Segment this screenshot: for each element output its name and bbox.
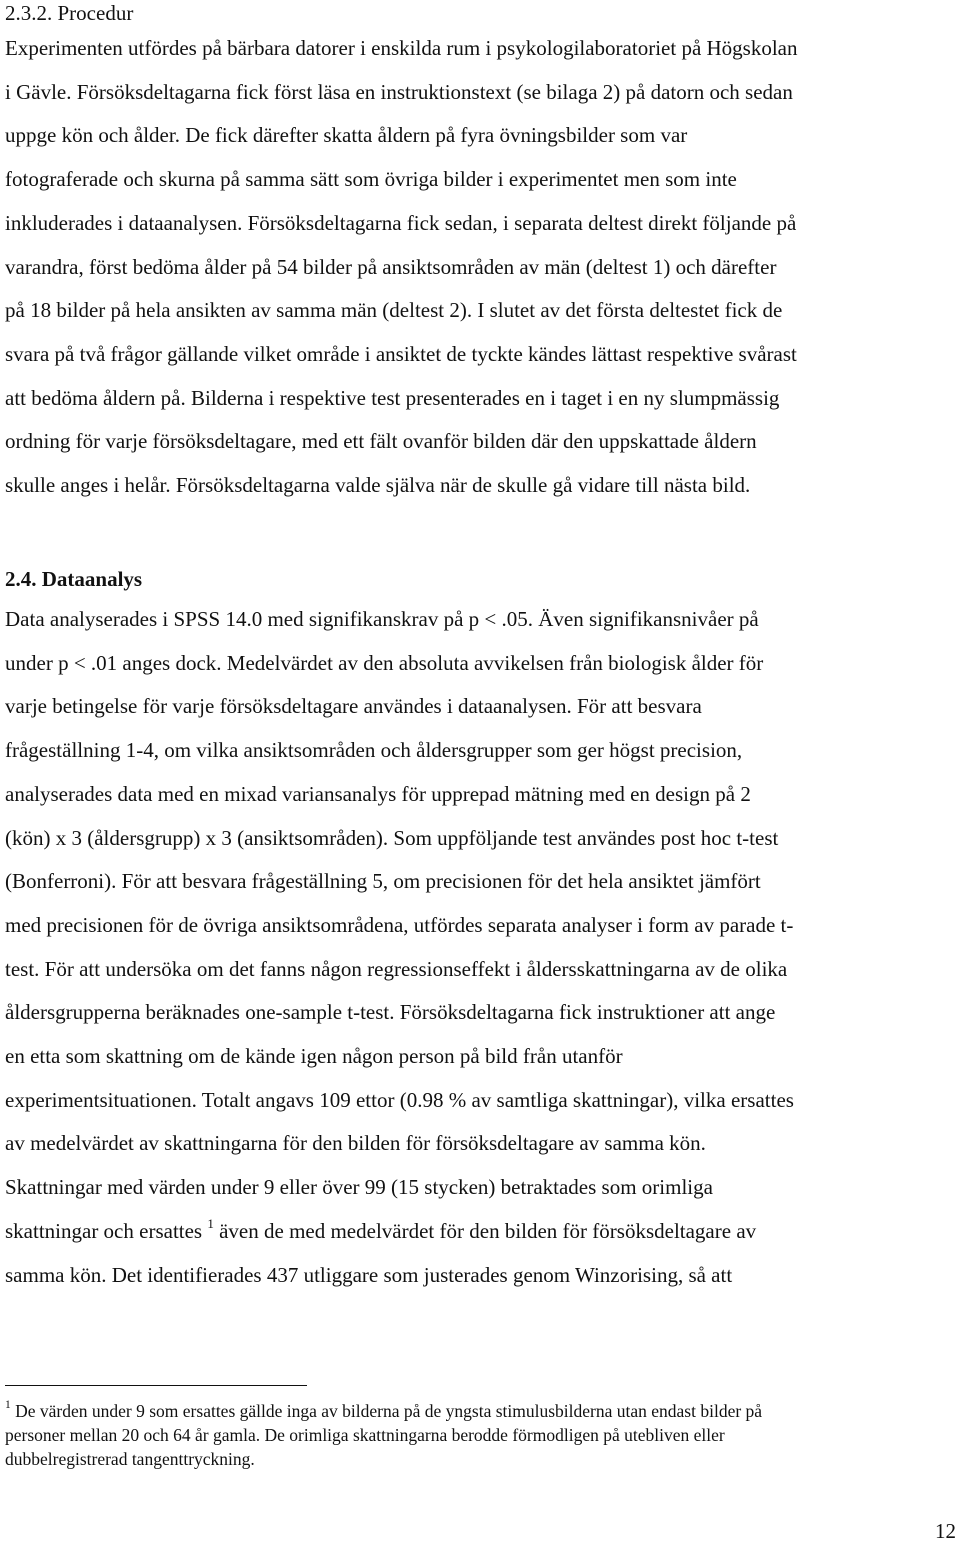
- section-heading-dataanalys: 2.4. Dataanalys: [5, 567, 143, 591]
- text-line-with-footnote-ref: [5, 1210, 957, 1254]
- text-line: fotograferade och skurna på samma sätt som övriga bilder i experimentet men som inte: [5, 167, 737, 192]
- text-line: med precisionen för de övriga ansiktsområdena, utfördes separata analyser i form av parade t-: [5, 912, 794, 937]
- text-segment: även de med medelvärdet för den bilden för försöksdeltagare av: [213, 1218, 757, 1243]
- text-line: (Bonferroni). För att besvara frågeställning 5, om precisionen för det hela ansiktet jämfört: [5, 869, 761, 894]
- text-line: frågeställning 1-4, om vilka ansiktsområden och åldersgrupper som ger högst precision,: [5, 738, 743, 763]
- text-line: uppge kön och ålder. De fick därefter skatta åldern på fyra övningsbilder som var: [5, 123, 688, 148]
- text-line: Experimenten utfördes på bärbara datorer i enskilda rum i psykologilaboratoriet på Högskolan: [5, 36, 798, 60]
- text-line: under p < .01 anges dock. Medelvärdet av den absoluta avvikelsen från biologisk ålder för: [5, 650, 764, 675]
- text-line: inkluderades i dataanalysen. Försöksdeltagarna fick sedan, i separata deltest direkt följande på: [5, 210, 797, 235]
- footnote-reference[interactable]: 1: [207, 1215, 214, 1231]
- paragraph-procedur: [5, 27, 957, 508]
- footnote-separator: [5, 1385, 307, 1386]
- text-line: experimentsituationen. Totalt angavs 109 ettor (0.98 % av samtliga skattningar), vilka ersattes: [5, 1087, 794, 1112]
- text-line: test. För att undersöka om det fanns någon regressionseffekt i åldersskattningarna av de olika: [5, 956, 788, 981]
- text-line: en etta som skattning om de kände igen någon person på bild från utanför: [5, 1044, 623, 1069]
- footnote-line: personer mellan 20 och 64 år gamla. De orimliga skattningarna berodde förmodligen på utebliven eller: [5, 1425, 725, 1445]
- section-heading-procedur: 2.3.2. Procedur: [5, 1, 134, 25]
- text-line: på 18 bilder på hela ansikten av samma män (deltest 2). I slutet av det första deltestet fick de: [5, 298, 783, 323]
- text-line: varandra, först bedöma ålder på 54 bilder på ansiktsområden av män (deltest 1) och därefter: [5, 254, 777, 279]
- text-line: Data analyserades i SPSS 14.0 med signifikanskrav på p < .05. Även signifikansnivåer på: [5, 607, 759, 631]
- page-number: 12: [935, 1519, 956, 1543]
- footnote-line: [5, 1399, 945, 1423]
- paragraph-dataanalys: [5, 598, 957, 1297]
- footnote-line: dubbelregistrerad tangenttryckning.: [5, 1449, 255, 1469]
- text-line: analyserades data med en mixad variansanalys för upprepad mätning med en design på 2: [5, 781, 751, 806]
- text-line: Skattningar med värden under 9 eller över 99 (15 stycken) betraktades som orimliga: [5, 1175, 713, 1200]
- text-segment: De värden under 9 som ersattes gällde inga av bilderna på de yngsta stimulusbilderna utan endast bilder på: [10, 1401, 763, 1421]
- text-line: svara på två frågor gällande vilket område i ansiktet de tyckte kändes lättast respektive svårast: [5, 341, 797, 366]
- text-line: skulle anges i helår. Försöksdeltagarna valde själva när de skulle gå vidare till nästa bild.: [5, 473, 751, 498]
- text-line: (kön) x 3 (åldersgrupp) x 3 (ansiktsområden). Som uppföljande test användes post hoc t-test: [5, 825, 779, 850]
- text-line: åldersgrupperna beräknades one-sample t-test. Försöksdeltagarna fick instruktioner att ange: [5, 1000, 776, 1025]
- footnote: [5, 1399, 945, 1471]
- text-line: varje betingelse för varje försöksdeltagare användes i dataanalysen. För att besvara: [5, 694, 702, 719]
- text-segment: skattningar och ersattes: [5, 1218, 203, 1243]
- footnote-marker: 1: [5, 1399, 11, 1412]
- text-line: i Gävle. Försöksdeltagarna fick först läsa en instruktionstext (se bilaga 2) på datorn och sedan: [5, 79, 793, 104]
- text-line: att bedöma åldern på. Bilderna i respektive test presenterades en i taget i en ny slumpmässig: [5, 385, 780, 410]
- text-line: av medelvärdet av skattningarna för den bilden för försöksdeltagare av samma kön.: [5, 1131, 706, 1156]
- text-line: ordning för varje försöksdeltagare, med ett fält ovanför bilden där den uppskattade åldern: [5, 429, 757, 454]
- text-line: samma kön. Det identifierades 437 utliggare som justerades genom Winzorising, så att: [5, 1262, 733, 1287]
